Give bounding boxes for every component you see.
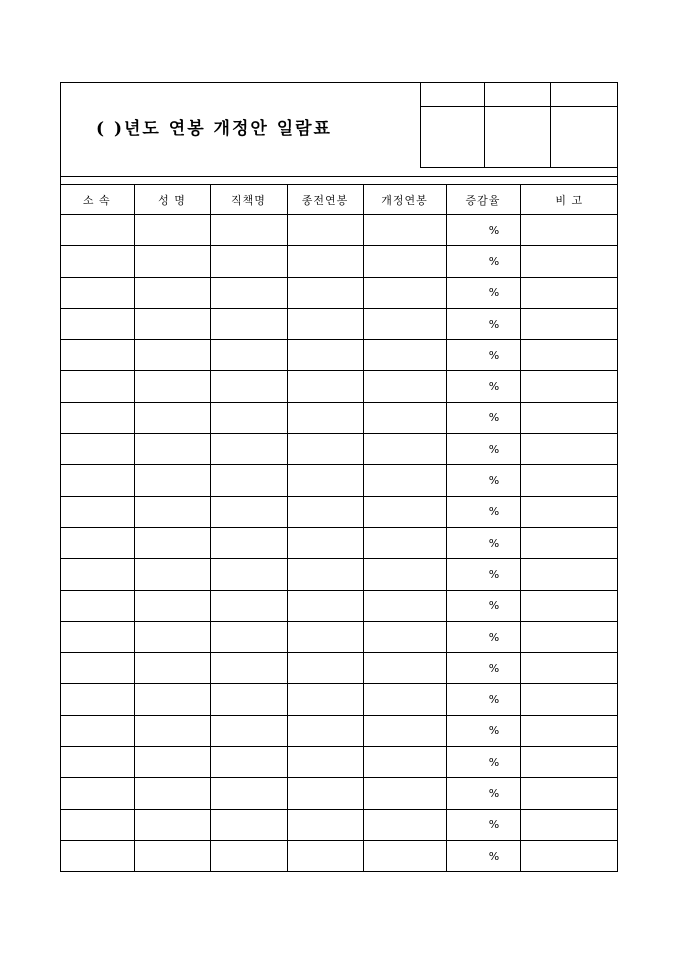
cell-position[interactable] [210,434,287,465]
cell-position[interactable] [210,465,287,496]
cell-remarks[interactable] [520,621,618,652]
header-revised-salary: 개정연봉 [363,185,446,215]
cell-position[interactable] [210,277,287,308]
cell-change-rate[interactable]: % [446,402,520,433]
cell-remarks[interactable] [520,653,618,684]
cell-name[interactable] [134,653,210,684]
cell-change-rate[interactable]: % [446,809,520,840]
cell-position[interactable] [210,747,287,778]
cell-position[interactable] [210,246,287,277]
cell-remarks[interactable] [520,308,618,339]
divider [60,176,618,177]
cell-name[interactable] [134,684,210,715]
table-row [60,308,618,339]
cell-position[interactable] [210,215,287,246]
header-position: 직책명 [210,185,287,215]
cell-position[interactable] [210,840,287,871]
table-row [60,684,618,715]
approval-sign-cell[interactable] [484,107,551,168]
cell-remarks[interactable] [520,402,618,433]
cell-revised-salary[interactable] [363,246,446,277]
cell-department[interactable] [60,747,134,778]
cell-previous-salary[interactable] [287,590,363,621]
cell-position[interactable] [210,809,287,840]
cell-revised-salary[interactable] [363,809,446,840]
approval-sign-cell[interactable] [421,107,485,168]
cell-department[interactable] [60,308,134,339]
cell-remarks[interactable] [520,559,618,590]
table-row [60,747,618,778]
cell-change-rate[interactable]: % [446,559,520,590]
cell-revised-salary[interactable] [363,840,446,871]
cell-previous-salary[interactable] [287,277,363,308]
approval-header-cell[interactable] [421,83,485,107]
cell-previous-salary[interactable] [287,747,363,778]
cell-name[interactable] [134,215,210,246]
cell-change-rate[interactable]: % [446,747,520,778]
cell-previous-salary[interactable] [287,715,363,746]
header-name: 성 명 [134,185,210,215]
table-row [60,715,618,746]
cell-department[interactable] [60,840,134,871]
cell-position[interactable] [210,590,287,621]
cell-department[interactable] [60,590,134,621]
cell-change-rate[interactable]: % [446,277,520,308]
header-department: 소 속 [60,185,134,215]
cell-previous-salary[interactable] [287,653,363,684]
cell-previous-salary[interactable] [287,809,363,840]
cell-revised-salary[interactable] [363,559,446,590]
cell-name[interactable] [134,246,210,277]
cell-name[interactable] [134,559,210,590]
table-row [60,371,618,402]
cell-previous-salary[interactable] [287,371,363,402]
cell-remarks[interactable] [520,715,618,746]
cell-revised-salary[interactable] [363,747,446,778]
cell-change-rate[interactable]: % [446,840,520,871]
cell-remarks[interactable] [520,277,618,308]
cell-remarks[interactable] [520,778,618,809]
cell-previous-salary[interactable] [287,621,363,652]
cell-name[interactable] [134,527,210,558]
cell-revised-salary[interactable] [363,402,446,433]
cell-previous-salary[interactable] [287,434,363,465]
cell-department[interactable] [60,215,134,246]
cell-department[interactable] [60,715,134,746]
cell-department[interactable] [60,496,134,527]
table-row [60,653,618,684]
cell-position[interactable] [210,778,287,809]
cell-change-rate[interactable]: % [446,371,520,402]
cell-department[interactable] [60,340,134,371]
cell-change-rate[interactable]: % [446,465,520,496]
cell-position[interactable] [210,402,287,433]
cell-previous-salary[interactable] [287,402,363,433]
table-row [60,590,618,621]
header-previous-salary: 종전연봉 [287,185,363,215]
cell-name[interactable] [134,809,210,840]
cell-position[interactable] [210,684,287,715]
table-row [60,559,618,590]
cell-previous-salary[interactable] [287,559,363,590]
cell-previous-salary[interactable] [287,340,363,371]
cell-department[interactable] [60,653,134,684]
cell-department[interactable] [60,277,134,308]
cell-change-rate[interactable]: % [446,653,520,684]
cell-remarks[interactable] [520,465,618,496]
cell-change-rate[interactable]: % [446,246,520,277]
cell-change-rate[interactable]: % [446,684,520,715]
cell-department[interactable] [60,465,134,496]
cell-change-rate[interactable]: % [446,590,520,621]
cell-revised-salary[interactable] [363,527,446,558]
cell-department[interactable] [60,527,134,558]
cell-department[interactable] [60,246,134,277]
table-row [60,340,618,371]
cell-revised-salary[interactable] [363,715,446,746]
table-row [60,496,618,527]
cell-department[interactable] [60,559,134,590]
cell-revised-salary[interactable] [363,308,446,339]
cell-remarks[interactable] [520,809,618,840]
cell-name[interactable] [134,840,210,871]
cell-department[interactable] [60,809,134,840]
cell-change-rate[interactable]: % [446,496,520,527]
header-remarks: 비 고 [520,185,618,215]
cell-department[interactable] [60,434,134,465]
cell-name[interactable] [134,747,210,778]
cell-change-rate[interactable]: % [446,340,520,371]
table-row [60,621,618,652]
table-row [60,277,618,308]
cell-name[interactable] [134,371,210,402]
cell-remarks[interactable] [520,747,618,778]
cell-position[interactable] [210,653,287,684]
cell-remarks[interactable] [520,496,618,527]
table-row [60,809,618,840]
page-title: ( )년도 연봉 개정안 일람표 [96,119,332,139]
table-header-row [60,185,618,215]
cell-change-rate[interactable]: % [446,215,520,246]
cell-name[interactable] [134,590,210,621]
cell-change-rate[interactable]: % [446,434,520,465]
approval-header-cell[interactable] [484,83,551,107]
table-row [60,402,618,433]
cell-revised-salary[interactable] [363,653,446,684]
cell-remarks[interactable] [520,840,618,871]
cell-name[interactable] [134,496,210,527]
cell-revised-salary[interactable] [363,496,446,527]
cell-position[interactable] [210,621,287,652]
cell-department[interactable] [60,684,134,715]
cell-department[interactable] [60,621,134,652]
cell-name[interactable] [134,277,210,308]
cell-department[interactable] [60,371,134,402]
cell-revised-salary[interactable] [363,465,446,496]
table-row [60,434,618,465]
cell-previous-salary[interactable] [287,496,363,527]
cell-revised-salary[interactable] [363,371,446,402]
cell-change-rate[interactable]: % [446,621,520,652]
cell-previous-salary[interactable] [287,840,363,871]
cell-remarks[interactable] [520,684,618,715]
cell-revised-salary[interactable] [363,590,446,621]
cell-change-rate[interactable]: % [446,778,520,809]
cell-previous-salary[interactable] [287,215,363,246]
cell-remarks[interactable] [520,340,618,371]
cell-revised-salary[interactable] [363,434,446,465]
cell-remarks[interactable] [520,215,618,246]
cell-position[interactable] [210,715,287,746]
cell-remarks[interactable] [520,246,618,277]
cell-name[interactable] [134,402,210,433]
salary-table [60,184,618,871]
approval-box [420,82,618,168]
cell-position[interactable] [210,527,287,558]
table-row [60,527,618,558]
cell-revised-salary[interactable] [363,621,446,652]
cell-department[interactable] [60,402,134,433]
cell-revised-salary[interactable] [363,277,446,308]
cell-position[interactable] [210,559,287,590]
cell-position[interactable] [210,308,287,339]
cell-position[interactable] [210,496,287,527]
table-row [60,840,618,871]
cell-previous-salary[interactable] [287,465,363,496]
cell-revised-salary[interactable] [363,684,446,715]
cell-change-rate[interactable]: % [446,715,520,746]
cell-remarks[interactable] [520,371,618,402]
cell-change-rate[interactable]: % [446,527,520,558]
cell-name[interactable] [134,778,210,809]
cell-previous-salary[interactable] [287,527,363,558]
table-row [60,778,618,809]
cell-change-rate[interactable]: % [446,308,520,339]
cell-revised-salary[interactable] [363,215,446,246]
cell-remarks[interactable] [520,590,618,621]
cell-previous-salary[interactable] [287,778,363,809]
cell-previous-salary[interactable] [287,684,363,715]
cell-name[interactable] [134,715,210,746]
cell-position[interactable] [210,340,287,371]
cell-remarks[interactable] [520,434,618,465]
cell-revised-salary[interactable] [363,778,446,809]
table-row [60,246,618,277]
cell-revised-salary[interactable] [363,340,446,371]
cell-remarks[interactable] [520,527,618,558]
cell-name[interactable] [134,621,210,652]
cell-name[interactable] [134,434,210,465]
cell-department[interactable] [60,778,134,809]
table-row [60,465,618,496]
approval-sign-cell[interactable] [551,107,618,168]
cell-previous-salary[interactable] [287,308,363,339]
approval-header-cell[interactable] [551,83,618,107]
cell-position[interactable] [210,371,287,402]
header-change-rate: 증감율 [446,185,520,215]
cell-previous-salary[interactable] [287,246,363,277]
cell-name[interactable] [134,340,210,371]
cell-name[interactable] [134,465,210,496]
table-row [60,215,618,246]
cell-name[interactable] [134,308,210,339]
